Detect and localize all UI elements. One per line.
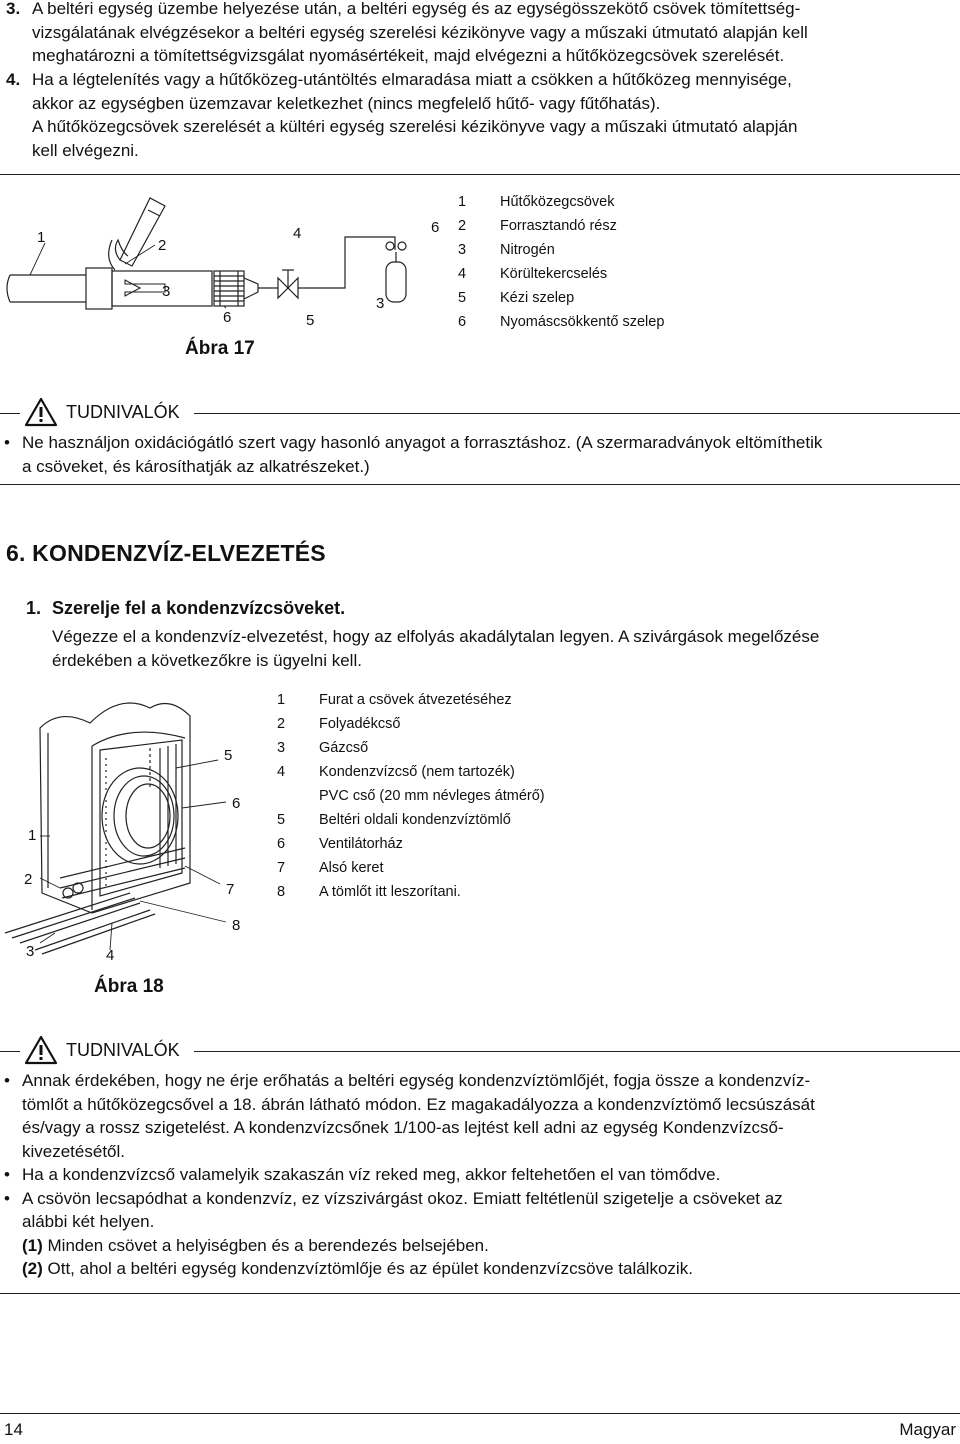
fig18-callout-3: 3	[26, 943, 35, 960]
legend-item: PVC cső (20 mm névleges átmérő)	[319, 788, 545, 804]
divider	[0, 174, 960, 175]
notice-2-title: TUDNIVALÓK	[66, 1039, 180, 1060]
fig17-callout-4: 4	[293, 225, 302, 242]
notice-1-body: • Ne használjon oxidációgátló szert vagy hasonló anyagot a forrasztáshoz. (A szermaradványok eltömíthetik a csöveket, és károsíthatják az alkatrészeket.)	[0, 431, 958, 478]
fig17-callout-3: 3	[162, 283, 171, 300]
legend-item: 8 A tömlőt itt leszorítani.	[277, 884, 461, 900]
fig17-callout-5: 5	[306, 312, 315, 329]
fig18-callout-2: 2	[24, 871, 33, 888]
notice-2-sub-1: (1) Minden csövet a helyiségben és a berendezés belsejében.	[22, 1235, 489, 1255]
step-number: 3.	[6, 0, 21, 18]
legend-item: 6 Ventilátorház	[277, 836, 403, 852]
fig17-callout-6b: 6	[431, 219, 440, 236]
legend-item: 1 Hűtőközegcsövek	[458, 194, 615, 210]
footer-language: Magyar	[899, 1420, 956, 1439]
legend-item: 3 Gázcső	[277, 740, 369, 756]
fig18-callout-7: 7	[226, 881, 235, 898]
step-3: 3. A beltéri egység üzembe helyezése után, a beltéri egység és az egységösszekötő csövek tömítettség- vizsgálatának elvégzésekor a beltéri egység szerelési kézikönyve vagy a műszaki útmutató alapján kell meghatározni a tömítettségvizsgálat nyomásértékeit, majd elvégezni a hűtőközegcsövek szerelését.	[6, 0, 956, 68]
fig17-callout-2: 2	[158, 237, 167, 254]
notice-2-header	[0, 1035, 960, 1065]
figure-18-diagram	[0, 688, 270, 963]
fig17-callout-3b: 3	[376, 295, 385, 312]
section-6-step-1: 1. Szerelje fel a kondenzvízcsöveket.	[26, 598, 346, 618]
step-number: 4.	[6, 70, 21, 89]
legend-item: 2 Forrasztandó rész	[458, 218, 617, 234]
step-4: 4. Ha a légtelenítés vagy a hűtőközeg-utántöltés elmaradása miatt a csökken a hűtőközeg mennyisége, akkor az egységben üzemzavar keletkezhet (nincs megfelelő hűtő- vagy fűtőhatás). A hűtőközegcsövek szerelését a kültéri egység szerelési kézikönyve vagy a műszaki útmutató alapján kell elvégezni.	[6, 70, 798, 160]
notice-1-header	[0, 397, 960, 427]
fig18-callout-4: 4	[106, 947, 115, 963]
legend-item: 1 Furat a csövek átvezetéséhez	[277, 692, 512, 708]
legend-item: 3 Nitrogén	[458, 242, 555, 258]
divider	[0, 484, 960, 485]
figure-18-label: Ábra 18	[94, 976, 164, 997]
page-number: 14	[4, 1420, 23, 1439]
legend-item: 5 Beltéri oldali kondenzvíztömlő	[277, 812, 511, 828]
notice-2-body	[0, 1069, 958, 1281]
notice-2-sub-2: (2) Ott, ahol a beltéri egység kondenzvíztömlője és az épület kondenzvízcsöve találkozik.	[22, 1259, 693, 1278]
footer-divider	[0, 1413, 960, 1414]
legend-item: 4 Körültekercselés	[458, 266, 608, 282]
legend-item: 4 Kondenzvízcső (nem tartozék)	[277, 764, 515, 780]
legend-item: 7 Alsó keret	[277, 860, 384, 876]
fig17-callout-1: 1	[37, 229, 46, 246]
figure-17-label: Ábra 17	[185, 338, 255, 359]
notice-2-bullet-2: • Ha a kondenzvízcső valamelyik szakaszán víz reked meg, akkor feltehetően el van tömődve.	[0, 1163, 958, 1187]
legend-item: 6 Nyomáscsökkentő szelep	[458, 314, 665, 330]
warning-triangle-icon	[24, 1035, 58, 1065]
fig18-callout-6: 6	[232, 795, 241, 812]
fig17-callout-6: 6	[223, 309, 232, 326]
fig18-callout-8: 8	[232, 917, 241, 934]
section-6-description: Végezze el a kondenzvíz-elvezetést, hogy az elfolyás akadálytalan legyen. A szivárgások megelőzése érdekében a következőkre is ügyelni kell.	[52, 627, 820, 670]
notice-2-bullet-3: • A csövön lecsapódhat a kondenzvíz, ez vízszivárgást okoz. Emiatt feltétlenül szigetelje a csöveket az alábbi két helyen. (1) Minden csövet a helyiségben és a berendezés belsejében. (2) Ott, ahol a beltéri egység kondenzvíztömlője és az épület kondenzvízcsöve találkozik.	[0, 1187, 958, 1281]
figure-18-legend	[277, 688, 837, 904]
legend-item: 2 Folyadékcső	[277, 716, 401, 732]
notice-2-bullet-1: • Annak érdekében, hogy ne érje erőhatás a beltéri egység kondenzvíztömlőjét, fogja össze a kondenzvíz- tömlőt a hűtőközegcsővel a 18. ábrán látható módon. Ez magakadályozza a kondenzvíztömő lecsúszását és/vagy a rossz szigetelést. A kondenzvízcsőnek 1/100-as lejtést kell adni az egység Kondenzvízcső- kivezetésétől.	[0, 1069, 958, 1163]
notice-1-title: TUDNIVALÓK	[66, 401, 180, 422]
figure-17-legend	[458, 190, 938, 334]
fig18-callout-5: 5	[224, 747, 233, 764]
divider	[0, 1293, 960, 1294]
warning-triangle-icon	[24, 397, 58, 427]
fig18-callout-1: 1	[28, 827, 37, 844]
legend-item: 5 Kézi szelep	[458, 290, 575, 306]
section-6-title: 6. KONDENZVÍZ-ELVEZETÉS	[6, 540, 326, 566]
